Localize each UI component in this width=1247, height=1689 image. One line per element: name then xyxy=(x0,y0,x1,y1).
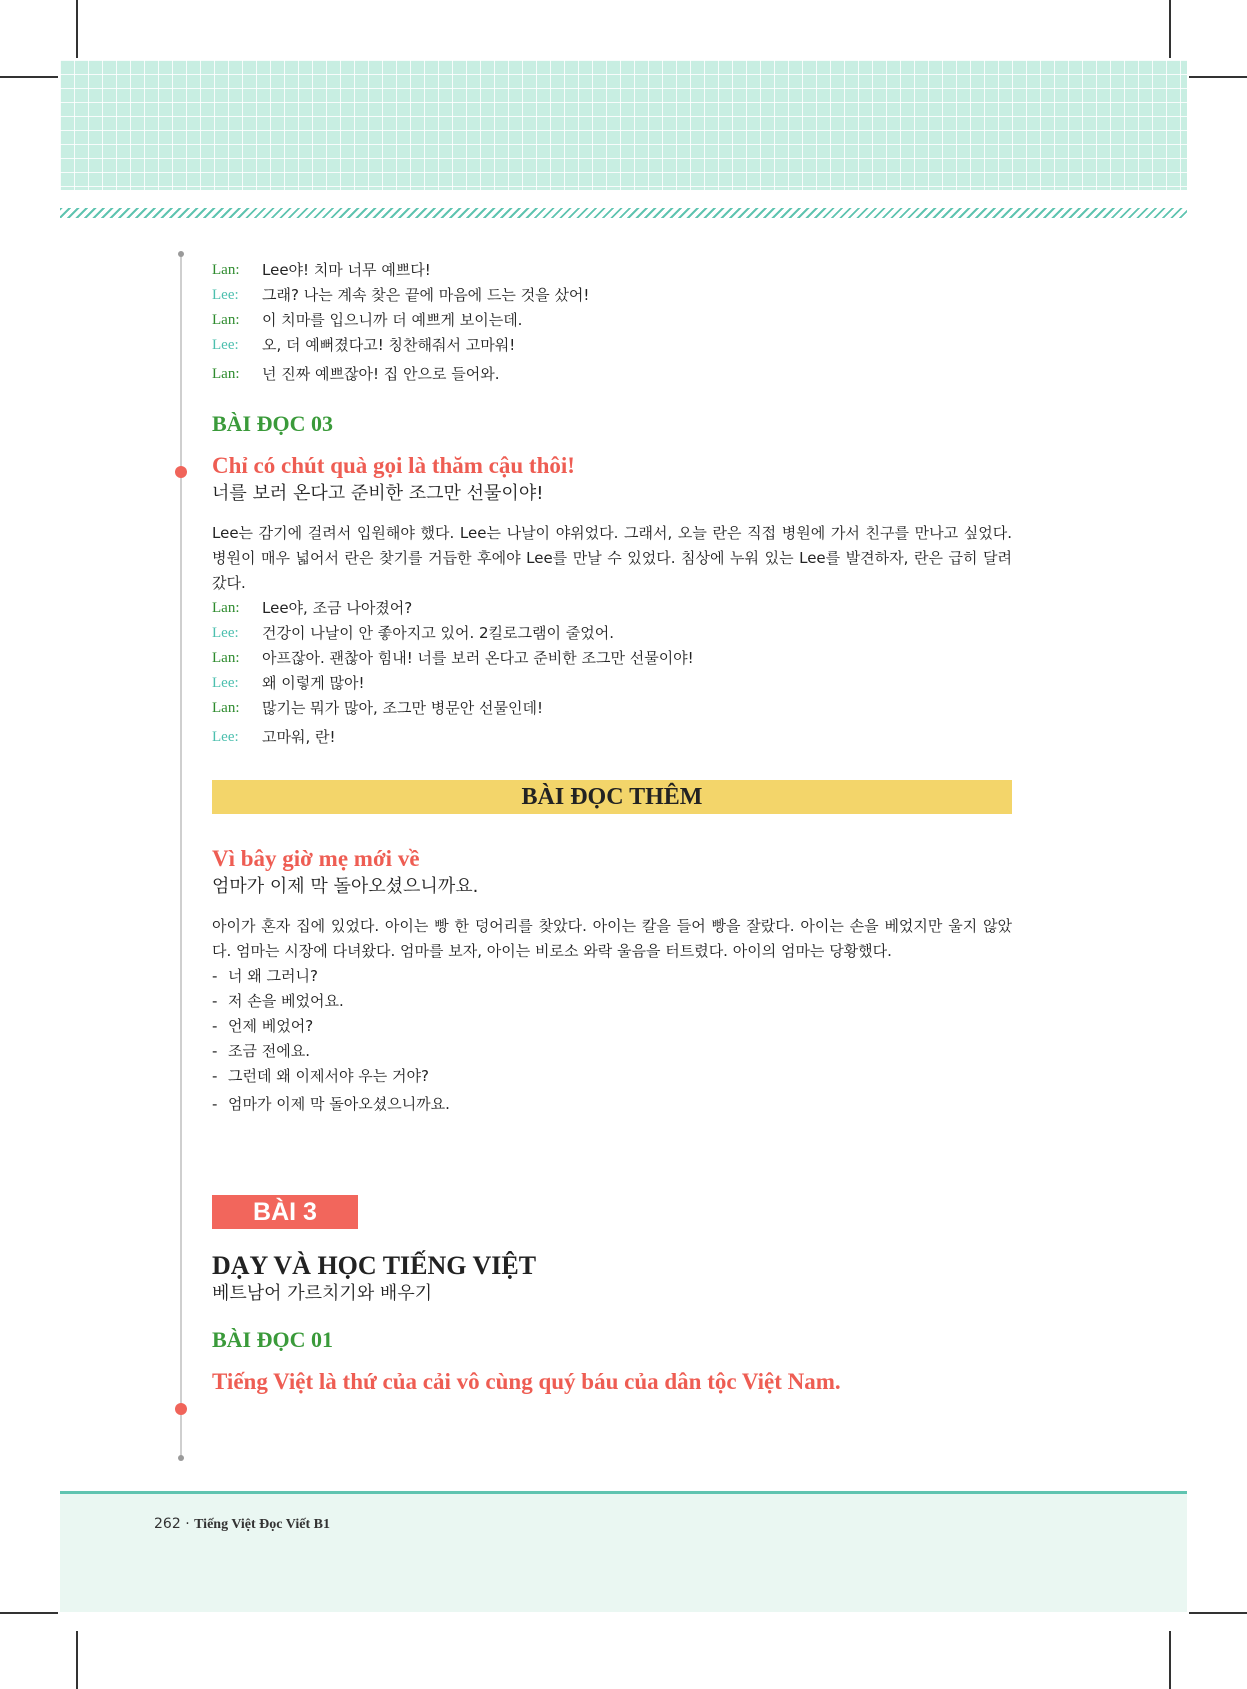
lesson-title-vi: DẠY VÀ HỌC TIẾNG VIỆT xyxy=(212,1251,537,1280)
crop-mark xyxy=(0,1612,58,1614)
dialog-line xyxy=(212,283,1012,308)
speaker-label: Lee: xyxy=(212,625,239,641)
dialog-block xyxy=(212,258,1012,387)
reading-title-vi: Chỉ có chút quà gọi là thăm cậu thôi! xyxy=(212,453,575,478)
list-item: - 엄마가 이제 막 돌아오셨으니까요. xyxy=(212,1092,1012,1117)
lesson-header xyxy=(212,1195,1012,1229)
list-item-text: 조금 전에요. xyxy=(228,1042,310,1060)
list-item: - 언제 베었어? xyxy=(212,1014,1012,1039)
speaker-label: Lee: xyxy=(212,729,239,745)
dialog-line xyxy=(212,646,1012,671)
crop-mark xyxy=(1189,1612,1247,1614)
speaker-label: Lan: xyxy=(212,600,240,616)
crop-mark xyxy=(1189,76,1247,78)
crop-mark xyxy=(76,0,78,58)
speaker-label: Lan: xyxy=(212,312,240,328)
dialog-text: 아프잖아. 괜찮아 힘내! 너를 보러 온다고 준비한 조그만 선물이야! xyxy=(262,649,694,667)
timeline-dot xyxy=(178,1455,184,1461)
timeline-marker xyxy=(175,466,187,478)
speaker-label: Lee: xyxy=(212,675,239,691)
dash-list xyxy=(212,964,1012,1117)
timeline-marker xyxy=(175,1403,187,1415)
dialog-line xyxy=(212,596,1012,621)
timeline-dot xyxy=(178,251,184,257)
dialog-text: 이 치마를 입으니까 더 예쁘게 보이는데. xyxy=(262,311,523,329)
dialog-text: 왜 이렇게 많아! xyxy=(262,674,365,692)
dialog-text: 건강이 나날이 안 좋아지고 있어. 2킬로그램이 줄었어. xyxy=(262,624,614,642)
speaker-label: Lan: xyxy=(212,366,240,382)
extra-title-ko: 엄마가 이제 막 돌아오셨으니까요. xyxy=(212,876,479,897)
list-item-text: 엄마가 이제 막 돌아오셨으니까요. xyxy=(228,1095,450,1113)
dialog-text: 넌 진짜 예쁘잖아! 집 안으로 들어와. xyxy=(262,365,500,383)
dialog-text: 그래? 나는 계속 찾은 끝에 마음에 드는 것을 샀어! xyxy=(262,286,590,304)
dialog-text: Lee야! 치마 너무 예쁘다! xyxy=(262,261,431,279)
crop-mark xyxy=(76,1631,78,1689)
header-hatch-stripe xyxy=(60,208,1187,218)
reading-label: BÀI ĐỌC 01 xyxy=(212,1327,334,1352)
page-content xyxy=(212,258,1012,1397)
dialog-line xyxy=(212,308,1012,333)
page-number: 262 xyxy=(154,1516,181,1532)
dialog-line xyxy=(212,333,1012,358)
crop-mark xyxy=(1169,1631,1171,1689)
reading-title-ko: 너를 보러 온다고 준비한 조그만 선물이야! xyxy=(212,483,544,504)
dialog-text: 고마워, 란! xyxy=(262,728,336,746)
section-banner: BÀI ĐỌC THÊM xyxy=(212,780,1012,814)
page-footer xyxy=(154,1516,330,1533)
dialog-line xyxy=(212,621,1012,646)
dialog-line xyxy=(212,362,1012,387)
list-item-text: 언제 베었어? xyxy=(228,1017,314,1035)
dialog-block xyxy=(212,596,1012,750)
crop-mark xyxy=(1169,0,1171,58)
timeline-line xyxy=(180,254,182,1458)
reading-title-vi: Tiếng Việt là thứ của cải vô cùng quý báu của dân tộc Việt Nam. xyxy=(212,1369,841,1394)
dialog-text: Lee야, 조금 나아졌어? xyxy=(262,599,413,617)
footer-band xyxy=(60,1494,1187,1612)
speaker-label: Lee: xyxy=(212,337,239,353)
list-item: - 그런데 왜 이제서야 우는 거야? xyxy=(212,1064,1012,1089)
reading-label: BÀI ĐỌC 03 xyxy=(212,411,334,436)
list-item-text: 너 왜 그러니? xyxy=(228,967,318,985)
list-item-text: 그런데 왜 이제서야 우는 거야? xyxy=(228,1067,429,1085)
speaker-label: Lan: xyxy=(212,650,240,666)
speaker-label: Lan: xyxy=(212,700,240,716)
crop-mark xyxy=(0,76,58,78)
lesson-title-ko: 베트남어 가르치기와 배우기 xyxy=(212,1283,433,1304)
dialog-text: 오, 더 예뻐졌다고! 칭찬해줘서 고마워! xyxy=(262,336,516,354)
reading-paragraph: Lee는 감기에 걸려서 입원해야 했다. Lee는 나날이 야위었다. 그래서, 오늘 란은 직접 병원에 가서 친구를 만나고 싶었다. 병원이 매우 넓어서 란은 찾기를 거듭한 후에야 Lee를 만날 수 있었다. 침상에 누워 있는 Lee를 발견하자, 란은 급히 달려갔다. xyxy=(212,524,1012,592)
list-item-text: 저 손을 베었어요. xyxy=(228,992,344,1010)
list-item: - 조금 전에요. xyxy=(212,1039,1012,1064)
book-title: Tiếng Việt Đọc Viết B1 xyxy=(194,1517,330,1532)
header-grid-band xyxy=(60,60,1187,190)
extra-paragraph: 아이가 혼자 집에 있었다. 아이는 빵 한 덩어리를 찾았다. 아이는 칼을 들어 빵을 잘랐다. 아이는 손을 베었지만 울지 않았다. 엄마는 시장에 다녀왔다. 엄마를 보자, 아이는 비로소 와락 울음을 터트렸다. 아이의 엄마는 당황했다. xyxy=(212,917,1012,960)
speaker-label: Lee: xyxy=(212,287,239,303)
list-item: - 저 손을 베었어요. xyxy=(212,989,1012,1014)
dialog-line xyxy=(212,258,1012,283)
dialog-line xyxy=(212,696,1012,721)
list-item: - 너 왜 그러니? xyxy=(212,964,1012,989)
dialog-line xyxy=(212,725,1012,750)
lesson-badge: BÀI 3 xyxy=(212,1195,358,1229)
extra-title-vi: Vì bây giờ mẹ mới về xyxy=(212,846,420,871)
speaker-label: Lan: xyxy=(212,262,240,278)
footer-separator: · xyxy=(185,1516,190,1532)
dialog-text: 많기는 뭐가 많아, 조그만 병문안 선물인데! xyxy=(262,699,543,717)
dialog-line xyxy=(212,671,1012,696)
